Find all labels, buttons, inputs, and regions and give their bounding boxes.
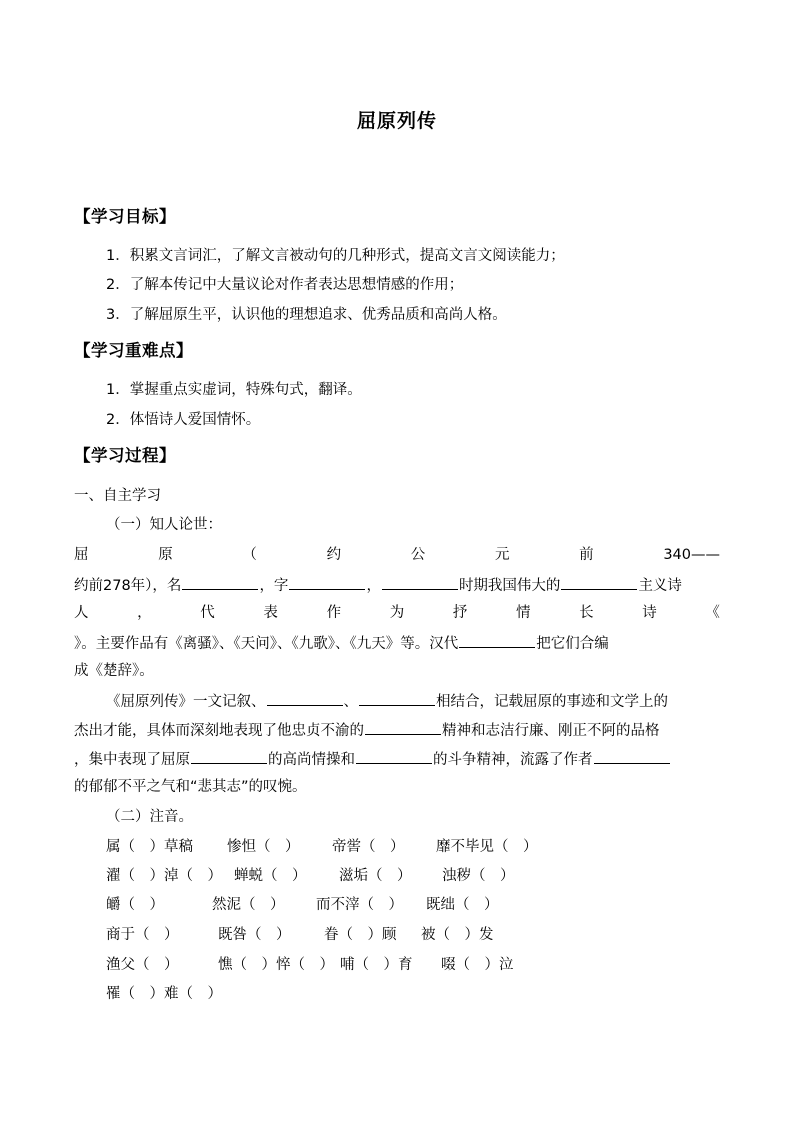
text-fragment: 《屈原列传》一文记叙、 xyxy=(106,694,266,710)
phonetic-item: 惨怛（ ） xyxy=(227,839,300,855)
phonetic-item: 滋垢（ ） xyxy=(339,868,412,884)
paragraph-2-line-4: 的郁郁不平之气和“悲其志”的叹惋。 xyxy=(74,779,307,795)
goals-heading: 【学习目标】 xyxy=(74,207,176,226)
text-fragment: 长 xyxy=(579,605,594,621)
phonetic-item: 商于（ ） xyxy=(106,927,179,943)
goal-item-3: 3．了解屈原生平，认识他的理想追求、优秀品质和高尚人格。 xyxy=(106,307,507,323)
fill-blank[interactable] xyxy=(356,748,432,764)
phonetic-item: 靡不毕见（ ） xyxy=(436,839,538,855)
paragraph-1-line-3 xyxy=(74,603,720,623)
keypoint-item-1: 1．掌握重点实虚词，特殊句式，翻译。 xyxy=(106,382,362,398)
phonetic-item: 啜（ ）泣 xyxy=(441,957,514,973)
text-fragment: 的斗争精神，流露了作者 xyxy=(433,752,593,768)
text-fragment: （ xyxy=(242,547,257,563)
phonetic-item: 蝉蜕（ ） xyxy=(234,868,307,884)
phonetic-item: 濯（ ）淖（ ） xyxy=(106,868,222,884)
fill-blank[interactable] xyxy=(561,574,637,590)
fill-blank[interactable] xyxy=(267,690,343,706)
phonetic-item: 罹（ ）难（ ） xyxy=(106,986,222,1002)
text-fragment: 《 xyxy=(705,605,720,621)
phonetic-row-5 xyxy=(106,955,514,975)
phonetic-item: 浊秽（ ） xyxy=(442,868,515,884)
goal-item-2: 2．了解本传记中大量议论对作者表达思想情感的作用； xyxy=(106,277,464,293)
text-fragment: 相结合，记载屈原的事迹和文学上的 xyxy=(436,694,668,710)
phonetic-item: 皭（ ） xyxy=(106,897,164,913)
text-fragment: 表 xyxy=(263,605,278,621)
text-fragment: 、 xyxy=(343,694,358,710)
text-fragment: 公 xyxy=(410,547,426,563)
text-fragment: ， xyxy=(137,605,152,621)
text-fragment: 主义诗 xyxy=(638,578,682,594)
text-fragment: ， xyxy=(366,578,381,594)
text-fragment: 约 xyxy=(326,547,342,563)
text-fragment: 屈 xyxy=(74,547,89,563)
fill-blank[interactable] xyxy=(191,748,267,764)
phonetic-row-3 xyxy=(106,895,499,915)
text-fragment: 抒 xyxy=(452,605,468,621)
keypoint-item-2: 2．体悟诗人爱国情怀。 xyxy=(106,412,261,428)
paragraph-1-line-4 xyxy=(74,632,609,654)
paragraph-2-line-1 xyxy=(106,690,668,712)
text-fragment: 情 xyxy=(515,605,531,621)
text-fragment: 精神和志洁行廉、刚正不阿的品格 xyxy=(442,723,660,739)
paragraph-1-line-1 xyxy=(74,545,720,565)
text-fragment: 约前278年），名 xyxy=(74,578,182,594)
text-fragment: 的高尚情操和 xyxy=(268,752,355,768)
phonetic-row-2 xyxy=(106,866,515,886)
phonetic-item: 眷（ ）顾 xyxy=(324,927,397,943)
phonetic-item: 被（ ）发 xyxy=(421,927,494,943)
document-title: 屈原列传 xyxy=(356,110,437,132)
text-fragment: 杰出才能，具体而深刻地表现了他忠贞不渝的 xyxy=(74,723,364,739)
subsection-know-author: （一）知人论世： xyxy=(106,517,222,533)
phonetic-item: 然泥（ ） xyxy=(212,897,285,913)
text-fragment: 原 xyxy=(158,547,173,563)
paragraph-2-line-2 xyxy=(74,719,660,741)
fill-blank[interactable] xyxy=(365,719,441,735)
keypoints-heading: 【学习重难点】 xyxy=(74,341,193,360)
text-fragment: 340—— xyxy=(663,547,720,563)
fill-blank[interactable] xyxy=(359,690,435,706)
phonetic-item: 渔父（ ） xyxy=(106,957,179,973)
text-fragment: 代 xyxy=(200,605,215,621)
phonetic-row-4 xyxy=(106,925,494,945)
goal-item-1: 1．积累文言词汇，了解文言被动句的几种形式，提高文言文阅读能力； xyxy=(106,248,565,264)
paragraph-1-line-5: 成《楚辞》。 xyxy=(74,663,154,679)
phonetic-item: 既咎（ ） xyxy=(218,927,291,943)
text-fragment: 把它们合编 xyxy=(536,636,609,652)
phonetic-row-6 xyxy=(106,984,222,1004)
text-fragment: 元 xyxy=(494,547,510,563)
paragraph-1-line-2 xyxy=(74,574,682,596)
fill-blank[interactable] xyxy=(594,748,670,764)
section-self-study: 一、自主学习 xyxy=(74,488,161,504)
phonetic-item: 憔（ ）悴（ ） xyxy=(218,957,334,973)
phonetic-item: 属（ ）草稿 xyxy=(106,839,193,855)
subsection-phonetic: （二）注音。 xyxy=(106,809,193,825)
text-fragment: 》。主要作品有《离骚》、《天问》、《九歌》、《九天》等。汉代 xyxy=(74,636,459,652)
fill-blank[interactable] xyxy=(459,632,535,648)
phonetic-item: 既绌（ ） xyxy=(426,897,499,913)
text-fragment: 人 xyxy=(74,605,89,621)
text-fragment: 作 xyxy=(326,605,342,621)
fill-blank[interactable] xyxy=(182,574,258,590)
text-fragment: 时期我国伟大的 xyxy=(458,578,561,594)
text-fragment: 前 xyxy=(579,547,594,563)
process-heading: 【学习过程】 xyxy=(74,446,176,465)
phonetic-item: 哺（ ）育 xyxy=(340,957,413,973)
text-fragment: ，集中表现了屈原 xyxy=(74,752,190,768)
fill-blank[interactable] xyxy=(382,574,458,590)
fill-blank[interactable] xyxy=(289,574,365,590)
text-fragment: 诗 xyxy=(642,605,657,621)
phonetic-row-1 xyxy=(106,837,538,857)
phonetic-item: 帝喾（ ） xyxy=(332,839,405,855)
text-fragment: ，字 xyxy=(259,578,289,594)
phonetic-item: 而不滓（ ） xyxy=(316,897,403,913)
text-fragment: 为 xyxy=(389,605,405,621)
paragraph-2-line-3 xyxy=(74,748,671,770)
